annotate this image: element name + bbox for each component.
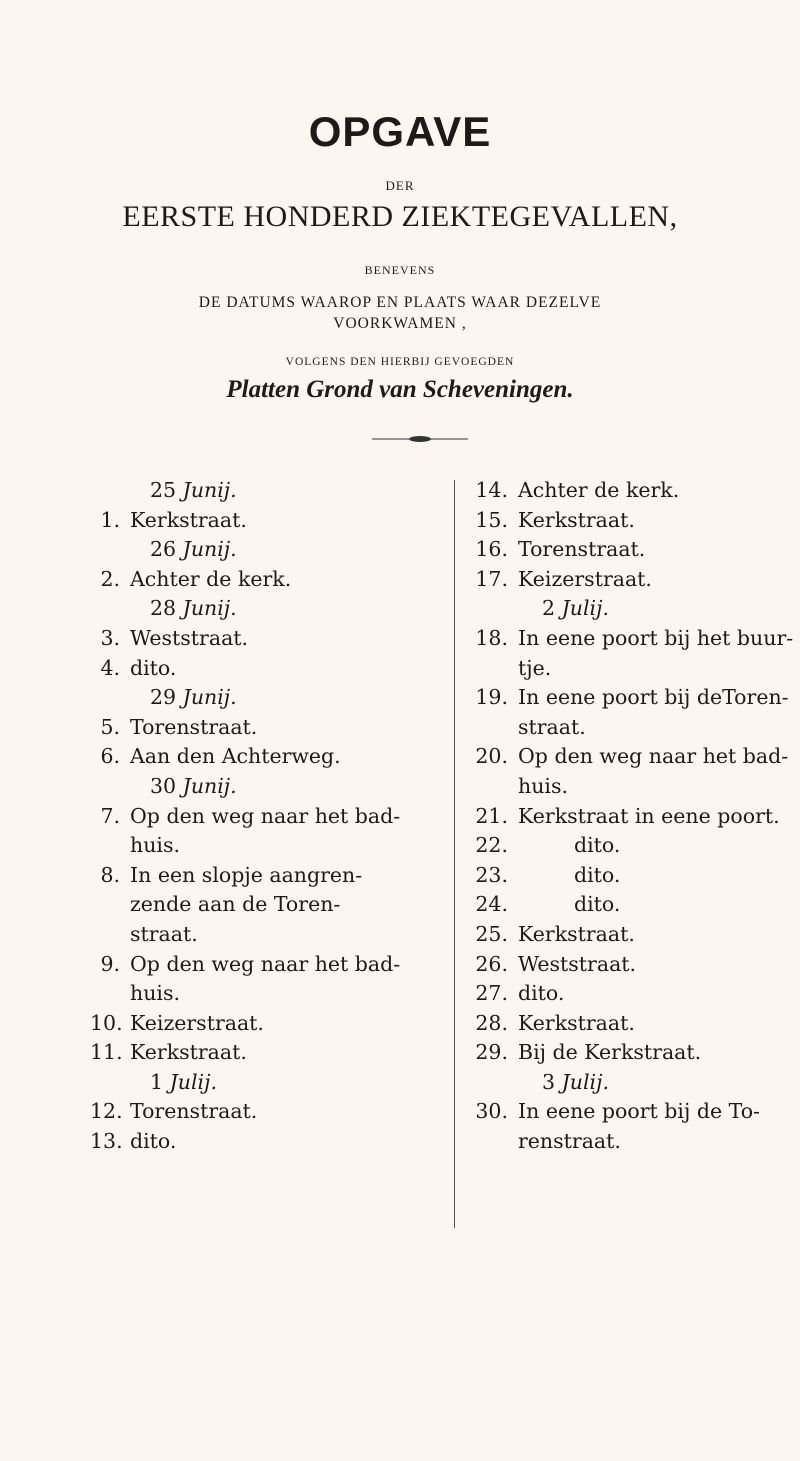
case-entry [464, 831, 784, 861]
case-entry [464, 950, 784, 980]
case-location: In een slopje aangren- [130, 862, 363, 887]
case-location: zende aan de Toren- [130, 892, 341, 917]
date-heading [90, 772, 450, 802]
case-entry [464, 979, 784, 1009]
case-number: 17. [475, 566, 508, 591]
entry-continuation [464, 1127, 784, 1157]
case-location: Keizerstraat. [518, 566, 652, 591]
case-number: 29. [475, 1040, 508, 1065]
case-location: In eene poort bij het buur- [518, 625, 794, 650]
case-entry [90, 654, 450, 684]
date-heading [90, 594, 450, 624]
date-heading [464, 594, 784, 624]
case-location: dito. [130, 1129, 177, 1154]
case-entry [464, 565, 784, 595]
column-divider [454, 480, 455, 1228]
entry-continuation [90, 979, 450, 1009]
entry-continuation [464, 772, 784, 802]
date-heading [90, 1068, 450, 1098]
case-number: 1. [100, 507, 120, 532]
date-heading [464, 1068, 784, 1098]
date-text: 25 Junij. [150, 478, 237, 502]
case-number: 20. [475, 744, 508, 769]
case-location: dito. [130, 655, 177, 680]
date-heading [90, 535, 450, 565]
case-entry [464, 861, 784, 891]
case-location: dito. [574, 892, 621, 917]
case-location: huis. [130, 981, 180, 1006]
case-number: 28. [475, 1010, 508, 1035]
case-number: 11. [90, 1040, 123, 1065]
case-location: Op den weg naar het bad- [130, 803, 401, 828]
case-location: Kerkstraat in eene poort. [518, 803, 780, 828]
case-location: Kerkstraat. [518, 1010, 635, 1035]
entry-continuation [90, 831, 450, 861]
case-number: 23. [475, 862, 508, 887]
map-reference: Platten Grond van Scheveningen. [226, 376, 574, 403]
date-text: 2 Julij. [542, 596, 609, 621]
case-number: 25. [475, 921, 508, 946]
case-number: 15. [475, 507, 508, 532]
case-number: 30. [475, 1099, 508, 1124]
entry-continuation [464, 654, 784, 684]
date-text: 30 Junij. [150, 773, 237, 798]
case-number: 4. [100, 655, 120, 680]
document-subtitle: EERSTE HONDERD ZIEKTEGEVALLEN, [122, 200, 678, 233]
case-number: 27. [475, 981, 508, 1006]
case-entry [90, 506, 450, 536]
date-text: 3 Julij. [542, 1069, 609, 1094]
case-location: Achter de kerk. [130, 566, 292, 591]
case-entry [90, 861, 450, 891]
case-number: 9. [100, 951, 120, 976]
case-entry [464, 683, 789, 713]
case-entry [90, 1009, 450, 1039]
case-entry [90, 802, 450, 832]
case-location: Kerkstraat. [518, 921, 635, 946]
document-title: OPGAVE [308, 108, 492, 155]
case-location: In eene poort bij de To- [518, 1099, 760, 1124]
case-entry [90, 624, 450, 654]
entry-continuation [464, 713, 784, 743]
case-entry [464, 1009, 784, 1039]
case-location: Op den weg naar het bad- [130, 951, 401, 976]
case-entry [464, 920, 784, 950]
case-number: 14. [475, 478, 508, 502]
case-location: Weststraat. [518, 951, 637, 976]
case-entry [464, 476, 784, 506]
case-entry [464, 1097, 784, 1127]
case-number: 5. [100, 714, 120, 739]
datums-line-2: VOORKWAMEN , [333, 315, 467, 332]
case-entry [90, 950, 450, 980]
case-number: 21. [475, 803, 508, 828]
case-location: Achter de kerk. [518, 478, 680, 502]
case-location: Torenstraat. [130, 714, 258, 739]
case-entry [90, 1097, 450, 1127]
case-location: Kerkstraat. [518, 507, 635, 532]
case-number: 26. [475, 951, 508, 976]
case-entry [464, 624, 794, 654]
case-number: 22. [475, 833, 508, 858]
case-number: 7. [100, 803, 120, 828]
case-number: 2. [100, 566, 120, 591]
case-number: 12. [90, 1099, 123, 1124]
case-number: 3. [100, 625, 120, 650]
case-entry [464, 802, 784, 832]
case-location: straat. [518, 714, 586, 739]
date-text: 26 Junij. [150, 537, 237, 562]
case-entry [90, 1038, 450, 1068]
case-location: Op den weg naar het bad- [518, 744, 789, 769]
volgens-label: VOLGENS DEN HIERBIJ GEVOEGDEN [285, 356, 515, 368]
date-heading [90, 476, 450, 506]
date-text: 28 Junij. [150, 596, 237, 621]
case-number: 10. [90, 1010, 123, 1035]
date-text: 29 Junij. [150, 685, 237, 710]
case-location: dito. [574, 862, 621, 887]
case-entry [464, 890, 784, 920]
case-entry [464, 742, 789, 772]
case-location: Keizerstraat. [130, 1010, 264, 1035]
case-location: Weststraat. [130, 625, 249, 650]
case-number: 18. [475, 625, 508, 650]
date-heading [90, 683, 450, 713]
case-location: huis. [130, 833, 180, 858]
case-location: dito. [518, 981, 565, 1006]
case-number: 8. [100, 862, 120, 887]
case-number: 19. [475, 685, 508, 710]
case-location: Torenstraat. [518, 537, 646, 562]
left-column [90, 476, 450, 1157]
case-entry [90, 713, 450, 743]
case-entry [464, 1038, 784, 1068]
datums-line-1: DE DATUMS WAAROP EN PLAATS WAAR DEZELVE [198, 294, 602, 311]
date-text: 1 Julij. [150, 1069, 217, 1094]
benevens-label: BENEVENS [364, 263, 436, 277]
case-location: dito. [574, 833, 621, 858]
case-location: huis. [518, 773, 568, 798]
case-location: Torenstraat. [130, 1099, 258, 1124]
case-entry [464, 506, 784, 536]
case-entry [464, 535, 784, 565]
entry-continuation [90, 890, 450, 920]
case-location: straat. [130, 921, 198, 946]
ornament-rule [370, 434, 470, 444]
case-entry [90, 565, 450, 595]
case-location: In eene poort bij deToren- [518, 685, 789, 710]
right-column [464, 476, 794, 1157]
case-number: 6. [100, 744, 120, 769]
case-location: Kerkstraat. [130, 1040, 247, 1065]
case-location: Bij de Kerkstraat. [518, 1040, 702, 1065]
case-entry [90, 742, 450, 772]
entry-continuation [90, 920, 450, 950]
case-location: tje. [518, 655, 552, 680]
case-location: Aan den Achterweg. [130, 744, 341, 769]
case-number: 16. [475, 537, 508, 562]
title-connector: DER [385, 178, 415, 193]
case-number: 24. [475, 892, 508, 917]
case-number: 13. [90, 1129, 123, 1154]
case-location: renstraat. [518, 1129, 621, 1154]
case-entry [90, 1127, 450, 1157]
case-location: Kerkstraat. [130, 507, 247, 532]
